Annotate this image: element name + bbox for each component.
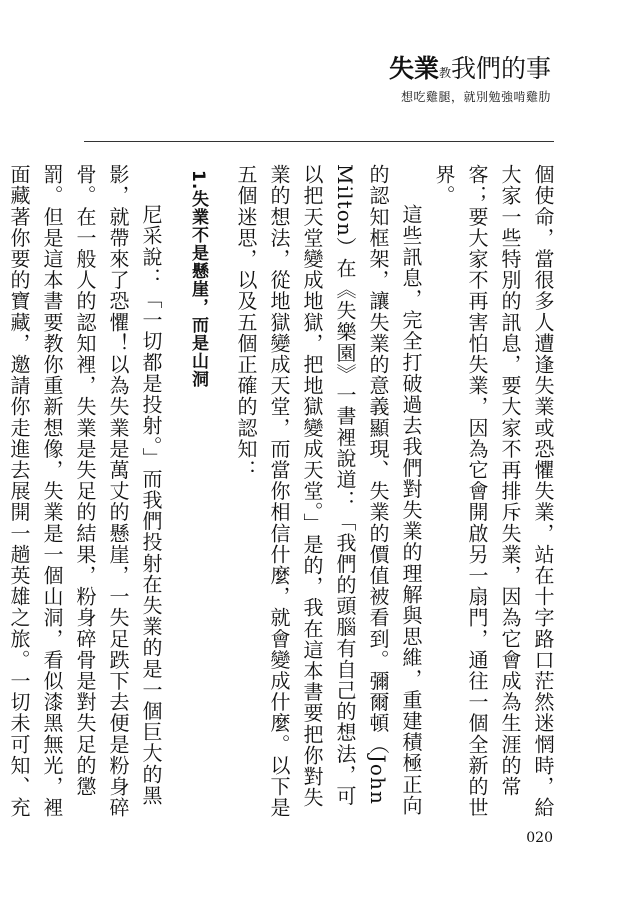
paragraph-2: 這些訊息，完全打破過去我們對失業的理解與思維，重建積極正向的認知框架，讓失業的意義顯現、失業的價值被看到。彌爾頓（John Milton）在《失樂園》一書裡說道：「我們的頭腦有自己的想法，可以把天堂變成地獄，把地獄變成天堂。」是的，我在這本書要把你對失業的想法，從地獄變成天堂，而當你相信什麼，就會變成什麼。以下是五個迷思，以及五個正確的認知：	[234, 164, 423, 819]
section-paragraph-1: 尼采說：「一切都是投射。」而我們投射在失業的是一個巨大的黑影，就帶來了恐懼！以為失業是萬丈的懸崖，一失足跌下去便是粉身碎骨。在一般人的認知裡，失業是失足的結果，粉身碎骨是對失足的懲罰。但是這本書要教你重新想像，失業是一個山洞，看似漆黑無光，裡面藏著你要的寶藏，邀請你走進去展開一趟英雄之旅。一切未可知、充	[7, 164, 163, 819]
header-rule	[84, 141, 554, 142]
paragraph-1: 個使命，當很多人遭逢失業或恐懼失業，站在十字路口茫然迷惘時，給大家一些特別的訊息，要大家不再排斥失業，因為它會成為生涯的常客；要大家不再害怕失業，因為它會開啟另一扇門，通往一個全新的世界。	[432, 164, 555, 819]
book-title-small: 教	[438, 66, 451, 80]
page-number: 020	[526, 830, 553, 846]
section-heading: 1.失業不是懸崖，而是山洞	[188, 170, 208, 389]
book-title-part1: 失業	[388, 54, 439, 83]
book-subtitle: 想吃雞腿，就別勉強啃雞肋	[400, 90, 551, 104]
book-title	[389, 54, 551, 88]
body-text	[0, 164, 559, 824]
running-header	[389, 54, 551, 105]
book-title-part2: 我們的事	[450, 54, 551, 83]
